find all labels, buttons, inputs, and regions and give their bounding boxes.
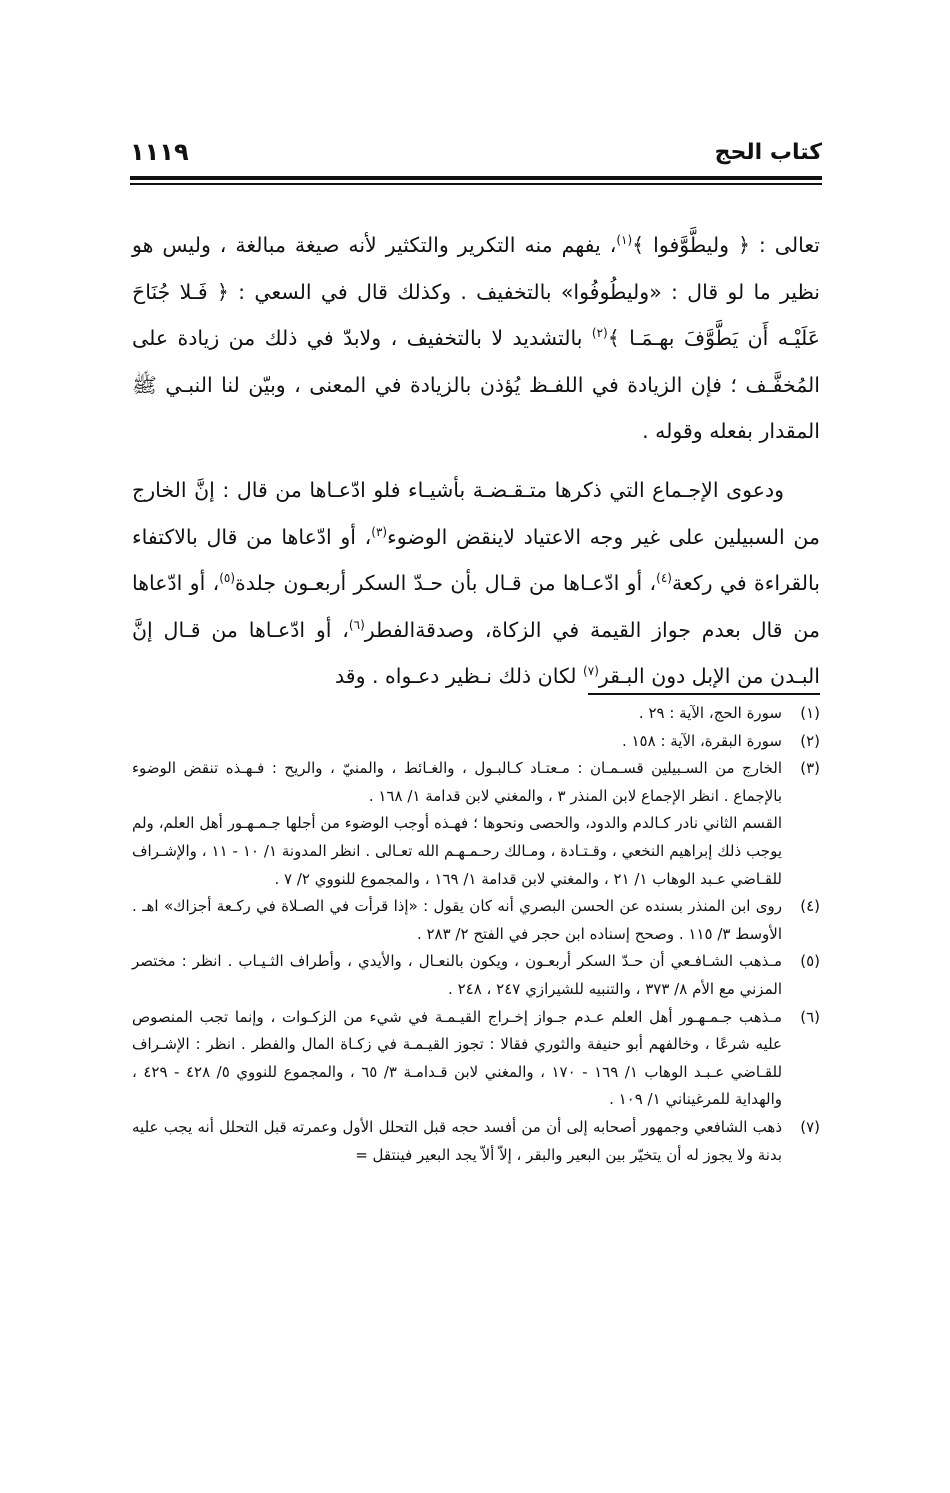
chapter-title: كتاب الحج	[714, 140, 822, 165]
footnote-2	[132, 728, 820, 756]
footnote-text: مـذهب جـمـهـور أهل العلم عـدم جـواز إخـراج القيـمـة في شيء من الزكـوات ، وإنما تجب المنصوص عليه شرعًا ، وخالفهم أبو حنيفة والثوري فقالا : تجوز القيـمـة في زكـاة المال والفطر . انظر : الإشـراف للقـاضي عـبـد الوهاب ١/ ١٦٩ - ١٧٠ ، والمغني لابن قـدامـة ٣/ ٦٥ ، والمجموع للنووي ٥/ ٤٢٨ - ٤٢٩ ، والهداية للمرغيناني ١/ ١٠٩ .	[132, 1007, 783, 1109]
footnote-text: روى ابن المنذر بسنده عن الحسن البصري أنه كان يقول : «إذا قرأت في الصـلاة في ركـعة أجزاك» اهـ . الأوسط ٣/ ١١٥ . وصحح إسناده ابن حجر في الفتح ٢/ ٢٨٣ .	[132, 897, 782, 943]
footnote-ref: (٢)	[591, 326, 608, 341]
footnote-text: القسم الثاني نادر كـالدم والدود، والحصى ونحوها ؛ فهـذه أوجب الوضوء من أجلها جـمـهـور أهل العلم، ولم يوجب ذلك إبراهيم النخعي ، وقـتـادة ، ومـالك رحـمـهـم الله تعـالى . انظر المدونة ١/ ١٠ - ١١ ، والإشـراف للقـاضي عـبد الوهاب ١/ ٢١ ، والمغني لابن قدامة ١/ ١٦٩ ، والمجموع للنووي ٢/ ٧ .	[132, 814, 782, 888]
footnote-text: سورة البقرة، الآية : ١٥٨ .	[621, 731, 782, 750]
footnote-ref: (٤)	[656, 571, 672, 586]
text-run: ، يفهم منه التكرير والتكثير لأنه صيغة مبالغة ، وليس هو نظير ما لو قال : «وليطُوفُوا» بالتخفيف . وكذلك قال في السعي : ﴿ فَـلا جُنَاحَ عَلَيْـه أَن يَطَّوَّفَ بهـمَـا ﴾	[132, 233, 820, 351]
footnote-ref: (٦)	[348, 617, 365, 632]
footnote-5	[132, 948, 820, 1003]
footnote-4	[132, 893, 820, 948]
footnote-text: مـذهب الشـافـعي أن حـدّ السكر أربعـون ، ويكون بالنعـال ، والأيدي ، وأطراف الثـيـاب . انظر : مختصر المزني مع الأم ٨/ ٣٧٣ ، والتنبيه للشيرازي ٢٤٧ ، ٢٤٨ .	[132, 952, 782, 998]
page-number: ١١١٩	[130, 138, 189, 166]
footnote-number: (٥)	[800, 952, 820, 971]
footnotes	[132, 700, 820, 1169]
paragraph-2	[132, 467, 820, 700]
footnote-number: (٤)	[800, 897, 820, 916]
text-run: لكان ذلك نـظير دعـواه . وقد	[335, 664, 584, 689]
footnote-3	[132, 755, 820, 893]
footnote-ref: (٣)	[371, 524, 388, 539]
text-run: ، أو ادّعاها من قال بعدم جواز القيمة في الزكاة، وصدقةالفطر	[132, 571, 820, 642]
text-run: ، أو ادّعاها من قال بالاكتفاء بالقراءة في ركعة	[132, 524, 820, 596]
footnote-number: (٢)	[800, 731, 820, 750]
footnote-number: (٧)	[800, 1117, 820, 1136]
footnote-ref: (٧)	[583, 664, 599, 679]
main-text	[132, 222, 820, 700]
footnote-ref: (١)	[616, 233, 633, 248]
footnote-6	[132, 1004, 820, 1114]
header-rule-thin	[130, 183, 822, 185]
footnote-text: سورة الحج، الآية : ٢٩ .	[638, 704, 782, 722]
text-run: ، أو ادّعـاها من قـال بأن حـدّ السكر أربعـون جلدة	[235, 571, 657, 596]
footnote-text: الخارج من السـبيلين قسـمـان : مـعتـاد كـالبـول ، والغـائط ، والمنيّ ، والريح : فـهـذه تنقض الوضوء بالإجماع . انظر الإجماع لابن المنذر ٣ ، والمغني لابن قدامة ١/ ١٦٨ .	[132, 759, 782, 805]
page-header	[130, 138, 822, 178]
header-rule-thick	[130, 176, 822, 180]
paragraph-1	[132, 222, 820, 455]
text-run: ودعوى الإجـماع التي ذكرها متـقـضـة بأشيـاء فلو ادّعـاها من قال : إنَّ الخارج من السبيلين على غير وجه الاعتياد لاينقض الوضوء	[132, 477, 820, 549]
text-run: ، أو ادّعـاها من قـال إنَّ البـدن من الإبل دون البـقر	[132, 617, 820, 689]
footnote-number: (٣)	[800, 759, 820, 778]
footnote-separator	[588, 693, 820, 695]
footnote-1	[132, 700, 820, 728]
footnote-7	[132, 1114, 820, 1169]
text-run: بالتشديد لا بالتخفيف ، ولابدّ في ذلك من زيادة على المُخفَّـف ؛ فإن الزيادة في اللفـظ يُؤذن بالزيادة في المعنى ، وبيّن لنا النبـي ﷺ المقدار بفعله وقوله .	[132, 326, 820, 444]
footnote-number: (١)	[800, 704, 820, 722]
footnote-text: ذهب الشافعي وجمهور أصحابه إلى أن من أفسد حجه قبل التحلل الأول وعمرته قبل التحلل أنه يجب عليه بدنة ولا يجوز له أن يتخيّر بين البعير والبقر ، إلاّ ألاّ يجد البعير فينتقل =	[132, 1117, 782, 1164]
footnote-number: (٦)	[800, 1007, 820, 1026]
text-run: تعالى : ﴿ وليطَّوَّفوا ﴾	[632, 233, 820, 257]
footnote-ref: (٥)	[219, 571, 236, 586]
